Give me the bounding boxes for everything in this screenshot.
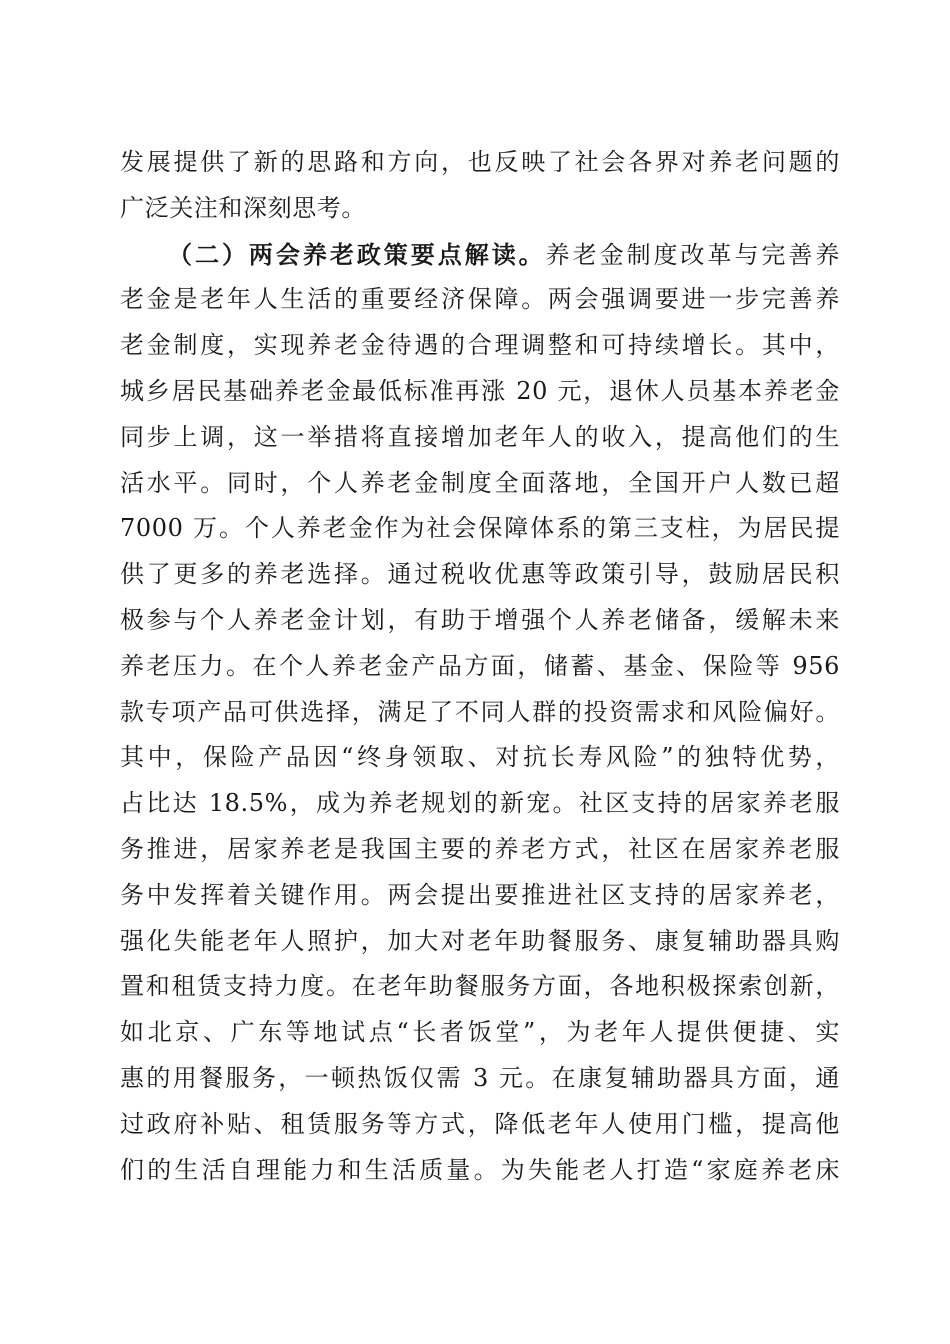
section-heading: （二）两会养老政策要点解读。	[168, 239, 546, 269]
text-line: 极参与个人养老金计划，有助于增强个人养老储备，缓解未来	[120, 605, 840, 634]
text-run: 养老金制度改革与完善养	[545, 240, 840, 269]
text-line: 惠的用餐服务，一顿热饭仅需 3 元。在康复辅助器具方面，通	[120, 1063, 840, 1092]
text-line: 老金是老年人生活的重要经济保障。两会强调要进一步完善养	[120, 285, 840, 314]
text-line: 务中发挥着关键作用。两会提出要推进社区支持的居家养老，	[120, 880, 840, 909]
text-line: 养老压力。在个人养老金产品方面，储蓄、基金、保险等 956	[120, 651, 840, 680]
text-line: 其中，保险产品因“终身领取、对抗长寿风险”的独特优势，	[120, 743, 840, 772]
text-line: 同步上调，这一举措将直接增加老年人的收入，提高他们的生	[120, 422, 840, 451]
text-line: 款专项产品可供选择，满足了不同人群的投资需求和风险偏好。	[120, 697, 840, 726]
text-line: 老金制度，实现养老金待遇的合理调整和可持续增长。其中，	[120, 331, 840, 360]
text-line: 供了更多的养老选择。通过税收优惠等政策引导，鼓励居民积	[120, 560, 840, 589]
text-line: 强化失能老年人照护，加大对老年助餐服务、康复辅助器具购	[120, 926, 840, 955]
text-line: 占比达 18.5%，成为养老规划的新宠。社区支持的居家养老服	[120, 789, 840, 818]
text-line: 发展提供了新的思路和方向，也反映了社会各界对养老问题的	[120, 148, 840, 176]
text-line: 7000 万。个人养老金作为社会保障体系的第三支柱，为居民提	[120, 514, 840, 543]
text-line: 过政府补贴、租赁服务等方式，降低老年人使用门槛，提高他	[120, 1109, 840, 1138]
text-line: 城乡居民基础养老金最低标准再涨 20 元，退休人员基本养老金	[120, 376, 840, 405]
text-line: 广泛关注和深刻思考。	[120, 193, 366, 222]
text-line: 务推进，居家养老是我国主要的养老方式，社区在居家养老服	[120, 834, 840, 863]
text-line: 活水平。同时，个人养老金制度全面落地，全国开户人数已超	[120, 468, 840, 497]
text-line: 如北京、广东等地试点“长者饭堂”，为老年人提供便捷、实	[120, 1018, 840, 1047]
section-first-line	[120, 232, 840, 278]
text-line: 们的生活自理能力和生活质量。为失能老人打造“家庭养老床	[120, 1155, 840, 1184]
text-line: 置和租赁支持力度。在老年助餐服务方面，各地积极探索创新，	[120, 972, 840, 1001]
document-body	[120, 140, 840, 1193]
